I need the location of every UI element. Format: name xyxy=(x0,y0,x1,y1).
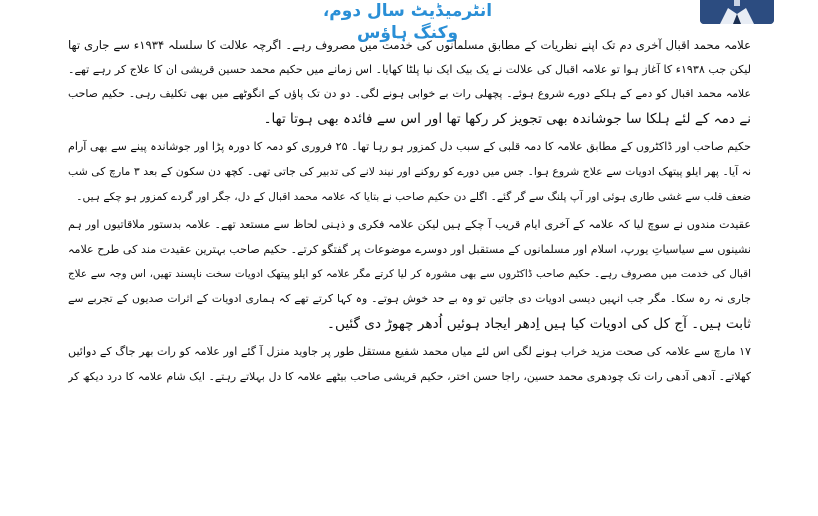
text-line: حکیم صاحب اور ڈاکٹروں کے مطابق علامہ کا دمہ قلبی کے سبب دل کمزور ہو رہا تھا۔ ۲۵ فروری کو دمہ کا دورہ پڑا اور جوشاندہ پینے سے بھی آرام xyxy=(68,140,751,154)
text-line: اقبال کی خدمت میں مصروف رہے۔ حکیم صاحب ڈاکٹروں سے بھی مشورہ کر لیا کرتے مگر علامہ کو ایلو پیتھک ادویات سخت ناپسند تھیں، اس وجہ سے علاج xyxy=(68,268,751,281)
text-line: ۱۷ مارچ سے علامہ کی صحت مزید خراب ہونے لگی اس لئے میاں محمد شفیع مستقل طور پر جاوید منزل آ گئے اور علامہ کو رات بھر جاگ کے دوائیں xyxy=(68,345,751,359)
paragraph-3 xyxy=(68,213,751,336)
text-line: عقیدت مندوں نے سوچ لیا کہ علامہ کے آخری ایام قریب آ چکے ہیں لیکن علامہ فکری و ذہنی لحاظ سے مستعد تھے۔ علامہ بدستور ملاقاتیوں اور ہم xyxy=(68,218,751,232)
text-line: نے دمہ کے لئے ہلکا سا جوشاندہ بھی تجویز کر رکھا تھا اور اس سے فائدہ بھی ہوتا تھا۔ xyxy=(263,110,751,127)
header-band xyxy=(0,0,818,43)
paragraph-2 xyxy=(68,135,751,209)
document-body xyxy=(68,33,751,516)
paragraph-1 xyxy=(68,33,751,131)
text-line: نشینوں سے سیاسیاتِ یورپ، اسلام اور مسلمانوں کے مستقبل اور دوسرے موضوعات پر گفتگو کرتے۔ حکیم صاحب بہترین عقیدت مند کی طرح علامہ xyxy=(68,242,751,256)
text-line: جاری نہ رہ سکا۔ مگر جب انہیں دیسی ادویات دی جاتیں تو وہ بے حد خوش ہوتے۔ وہ کہا کرتے تھے کہ ہماری ادویات کے اثرات صدیوں کے تجربے سے xyxy=(68,291,751,305)
text-line: نہ آیا۔ پھر ایلو پیتھک ادویات سے علاج شروع ہوا۔ جس میں دورے کو روکنے اور نیند لانے کی تدبیر کی جاتی تھی۔ کچھ دن سکون کے بعد ۳ مارچ کی شب xyxy=(68,164,751,178)
header-portrait-image xyxy=(700,0,774,24)
text-line: ضعف قلب سے غشی طاری ہوئی اور آپ پلنگ سے گر گئے۔ اگلے دن حکیم صاحب نے بتایا کہ علامہ محمد اقبال کے دل، جگر اور گردے کمزور ہو چکے ہیں۔ xyxy=(76,190,751,203)
text-line: ثابت ہیں۔ آج کل کی ادویات کیا ہیں اِدھر ایجاد ہوئیں اُدھر چھوڑ دی گئیں۔ xyxy=(327,315,751,332)
page-title: انٹرمیڈیٹ سال دوم، وکنگ ہاؤس xyxy=(322,1,493,43)
paragraph-4 xyxy=(68,340,751,389)
text-line: علامہ محمد اقبال آخری دم تک اپنے نظریات کے مطابق مسلمانوں کی خدمت میں مصروف رہے۔ اگرچہ علالت کا سلسلہ ۱۹۳۴ء سے جاری تھا xyxy=(68,38,751,52)
text-line: علامہ محمد اقبال کو دمے کے ہلکے دورے شروع ہوئے۔ پچھلی رات بے خوابی ہونے لگی۔ دو دن تک پاؤں کے انگوٹھے میں بھی تکلیف رہی۔ حکیم صاحب xyxy=(68,87,751,101)
portrait-icon xyxy=(700,0,774,24)
text-line: کھلاتے۔ آدھی آدھی رات تک چودھری محمد حسین، راجا حسن اختر، حکیم قریشی صاحب بیٹھے علامہ کا دل بہلاتے رہتے۔ ایک شام علامہ کا درد دیکھ کر xyxy=(68,369,751,383)
text-line: لیکن جب ۱۹۳۸ء کا آغاز ہوا تو علامہ اقبال کی علالت نے یک بیک ایک نیا پلٹا کھایا۔ اس زمانے میں حکیم محمد حسین قریشی ان کا علاج کر رہے تھے۔ xyxy=(68,62,751,76)
